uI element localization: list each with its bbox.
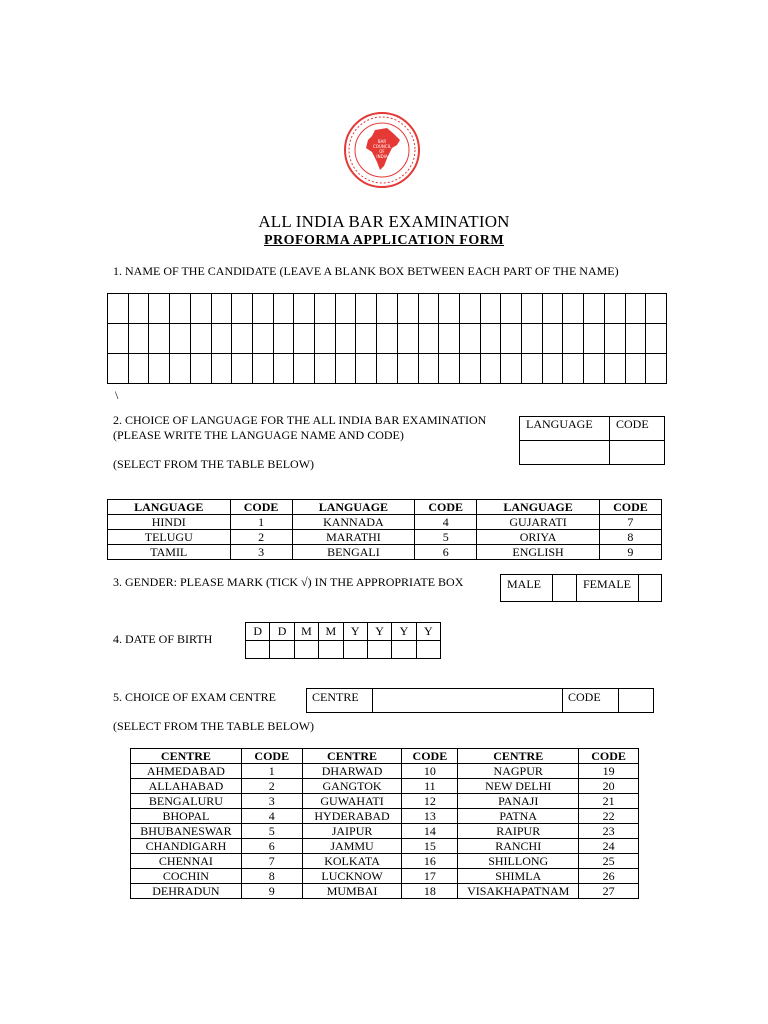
centre-table-header: CODE — [241, 749, 302, 764]
language-table — [107, 499, 662, 560]
name-letter-box[interactable] — [190, 294, 211, 324]
q1-label: 1. NAME OF THE CANDIDATE (LEAVE A BLANK BOX BETWEEN EACH PART OF THE NAME) — [113, 264, 619, 278]
centre-table-cell: BHOPAL — [131, 809, 242, 824]
male-label: MALE — [501, 575, 553, 602]
name-letter-box[interactable] — [646, 324, 667, 354]
centre-table-cell: COCHIN — [131, 869, 242, 884]
centre-table-cell: JAMMU — [302, 839, 402, 854]
name-grid[interactable] — [107, 293, 667, 384]
centre-table-cell: JAIPUR — [302, 824, 402, 839]
language-table-cell: 4 — [415, 515, 477, 530]
name-letter-box[interactable] — [128, 354, 149, 384]
language-table-header: CODE — [230, 500, 292, 515]
centre-table-cell: 15 — [402, 839, 458, 854]
name-letter-box[interactable] — [252, 354, 273, 384]
language-table-row — [108, 545, 662, 560]
language-input[interactable] — [520, 441, 610, 465]
name-letter-box[interactable] — [315, 294, 336, 324]
name-letter-box[interactable] — [232, 354, 253, 384]
name-letter-box[interactable] — [397, 324, 418, 354]
name-grid-row — [108, 294, 667, 324]
name-letter-box[interactable] — [418, 354, 439, 384]
q2-label-line1: 2. CHOICE OF LANGUAGE FOR THE ALL INDIA BAR EXAMINATION — [113, 413, 487, 427]
name-letter-box[interactable] — [397, 294, 418, 324]
centre-table-cell: 12 — [402, 794, 458, 809]
centre-table-cell: HYDERABAD — [302, 809, 402, 824]
name-letter-box[interactable] — [542, 294, 563, 324]
centre-table-cell: PATNA — [458, 809, 579, 824]
language-table-header: CODE — [415, 500, 477, 515]
name-letter-box[interactable] — [625, 354, 646, 384]
centre-table-cell: 3 — [241, 794, 302, 809]
name-letter-box[interactable] — [377, 324, 398, 354]
name-letter-box[interactable] — [501, 354, 522, 384]
centre-table-cell: 1 — [241, 764, 302, 779]
centre-table-cell: 27 — [579, 884, 639, 899]
centre-table-cell: 18 — [402, 884, 458, 899]
gender-box — [500, 574, 662, 602]
centre-table-cell: RANCHI — [458, 839, 579, 854]
logo-text-4: INDIA — [376, 154, 388, 159]
name-letter-box[interactable] — [522, 324, 543, 354]
name-letter-box[interactable] — [211, 354, 232, 384]
language-code-box — [519, 416, 665, 465]
name-letter-box[interactable] — [439, 354, 460, 384]
centre-table-cell: RAIPUR — [458, 824, 579, 839]
language-table-cell: TELUGU — [108, 530, 231, 545]
centre-table-cell: 5 — [241, 824, 302, 839]
centre-table-cell: 7 — [241, 854, 302, 869]
dob-format-cell: D — [246, 623, 270, 641]
name-letter-box[interactable] — [418, 294, 439, 324]
language-table-cell: HINDI — [108, 515, 231, 530]
q5-label: 5. CHOICE OF EXAM CENTRE — [113, 690, 277, 704]
centre-table-cell: VISAKHAPATNAM — [458, 884, 579, 899]
name-letter-box[interactable] — [480, 354, 501, 384]
centre-table-cell: CHANDIGARH — [131, 839, 242, 854]
dob-input-cell[interactable] — [416, 641, 440, 659]
name-letter-box[interactable] — [542, 324, 563, 354]
name-letter-box[interactable] — [563, 324, 584, 354]
name-letter-box[interactable] — [211, 324, 232, 354]
name-letter-box[interactable] — [273, 324, 294, 354]
name-letter-box[interactable] — [315, 354, 336, 384]
name-letter-box[interactable] — [128, 324, 149, 354]
centre-table-header: CENTRE — [458, 749, 579, 764]
dob-input-cell[interactable] — [392, 641, 416, 659]
language-table-cell: ENGLISH — [477, 545, 600, 560]
name-letter-box[interactable] — [625, 294, 646, 324]
male-checkbox[interactable] — [553, 575, 577, 602]
female-checkbox[interactable] — [639, 575, 662, 602]
name-letter-box[interactable] — [149, 324, 170, 354]
centre-table-cell: 17 — [402, 869, 458, 884]
q2-select-note: (SELECT FROM THE TABLE BELOW) — [113, 457, 315, 471]
centre-table-header: CENTRE — [302, 749, 402, 764]
centre-table-cell: 6 — [241, 839, 302, 854]
centre-table-row — [131, 854, 639, 869]
centre-table-cell: SHIMLA — [458, 869, 579, 884]
dob-format-cell: M — [319, 623, 343, 641]
centre-table-cell: NAGPUR — [458, 764, 579, 779]
centre-table-header: CODE — [579, 749, 639, 764]
name-letter-box[interactable] — [356, 354, 377, 384]
name-letter-box[interactable] — [563, 354, 584, 384]
centre-table-cell: 19 — [579, 764, 639, 779]
language-table-cell: 5 — [415, 530, 477, 545]
centre-table-cell: 26 — [579, 869, 639, 884]
stray-mark: \ — [115, 388, 119, 402]
centre-table-cell: DEHRADUN — [131, 884, 242, 899]
name-letter-box[interactable] — [604, 294, 625, 324]
dob-grid — [245, 622, 441, 659]
centre-code-input[interactable] — [619, 689, 654, 713]
name-letter-box[interactable] — [542, 354, 563, 384]
language-code-input[interactable] — [610, 441, 665, 465]
language-table-row — [108, 530, 662, 545]
language-table-header: LANGUAGE — [292, 500, 415, 515]
name-letter-box[interactable] — [459, 294, 480, 324]
name-letter-box[interactable] — [273, 294, 294, 324]
centre-table-row — [131, 779, 639, 794]
centre-table-cell: 8 — [241, 869, 302, 884]
dob-format-cell: Y — [416, 623, 440, 641]
language-table-cell: MARATHI — [292, 530, 415, 545]
code-box-label-2: CODE — [563, 689, 619, 713]
name-letter-box[interactable] — [294, 354, 315, 384]
centre-table-cell: GANGTOK — [302, 779, 402, 794]
name-letter-box[interactable] — [522, 354, 543, 384]
language-table-cell: TAMIL — [108, 545, 231, 560]
centre-table-cell: 10 — [402, 764, 458, 779]
form-subtitle — [0, 233, 768, 249]
centre-table-row — [131, 884, 639, 899]
centre-table-cell: SHILLONG — [458, 854, 579, 869]
name-letter-box[interactable] — [108, 324, 129, 354]
centre-table-cell: MUMBAI — [302, 884, 402, 899]
name-letter-box[interactable] — [625, 324, 646, 354]
logo-text-2: COUNCIL — [372, 144, 392, 149]
centre-code-box — [306, 688, 654, 713]
name-letter-box[interactable] — [211, 294, 232, 324]
name-letter-box[interactable] — [335, 324, 356, 354]
language-table-cell: 6 — [415, 545, 477, 560]
form-subtitle-text: PROFORMA APPLICATION FORM — [263, 233, 505, 248]
centre-table-cell: AHMEDABAD — [131, 764, 242, 779]
name-letter-box[interactable] — [108, 354, 129, 384]
name-letter-box[interactable] — [335, 294, 356, 324]
name-letter-box[interactable] — [170, 294, 191, 324]
name-letter-box[interactable] — [501, 294, 522, 324]
language-table-cell: 2 — [230, 530, 292, 545]
name-letter-box[interactable] — [604, 324, 625, 354]
centre-table-cell: PANAJI — [458, 794, 579, 809]
dob-input-cell[interactable] — [367, 641, 391, 659]
name-letter-box[interactable] — [190, 324, 211, 354]
dob-format-cell: Y — [392, 623, 416, 641]
centre-table-cell: 2 — [241, 779, 302, 794]
page-title: ALL INDIA BAR EXAMINATION — [258, 212, 510, 231]
centre-table-header: CENTRE — [131, 749, 242, 764]
name-letter-box[interactable] — [397, 354, 418, 384]
centre-box-label: CENTRE — [307, 689, 373, 713]
name-letter-box[interactable] — [252, 324, 273, 354]
name-letter-box[interactable] — [273, 354, 294, 384]
logo-text-3: OF — [379, 149, 385, 154]
dob-format-cell: M — [294, 623, 318, 641]
language-table-cell: GUJARATI — [477, 515, 600, 530]
language-table-cell: 8 — [599, 530, 661, 545]
centre-table-row — [131, 839, 639, 854]
name-letter-box[interactable] — [501, 324, 522, 354]
centre-input[interactable] — [373, 689, 563, 713]
language-table-row — [108, 515, 662, 530]
centre-table-cell: LUCKNOW — [302, 869, 402, 884]
name-letter-box[interactable] — [439, 294, 460, 324]
centre-table-cell: 16 — [402, 854, 458, 869]
dob-input-cell[interactable] — [270, 641, 294, 659]
name-letter-box[interactable] — [252, 294, 273, 324]
centre-table-cell: 21 — [579, 794, 639, 809]
name-letter-box[interactable] — [584, 294, 605, 324]
name-letter-box[interactable] — [604, 354, 625, 384]
centre-table-cell: 20 — [579, 779, 639, 794]
dob-format-cell: Y — [343, 623, 367, 641]
name-letter-box[interactable] — [563, 294, 584, 324]
name-letter-box[interactable] — [356, 294, 377, 324]
name-letter-box[interactable] — [584, 354, 605, 384]
centre-table-row — [131, 794, 639, 809]
q5-select-note: (SELECT FROM THE TABLE BELOW) — [113, 719, 315, 733]
name-letter-box[interactable] — [377, 354, 398, 384]
language-table-header: LANGUAGE — [108, 500, 231, 515]
language-box-label: LANGUAGE — [520, 417, 610, 441]
centre-table-header: CODE — [402, 749, 458, 764]
centre-table-cell: GUWAHATI — [302, 794, 402, 809]
centre-table-cell: 13 — [402, 809, 458, 824]
name-letter-box[interactable] — [170, 354, 191, 384]
centre-table-row — [131, 809, 639, 824]
centre-table-cell: 23 — [579, 824, 639, 839]
name-letter-box[interactable] — [294, 294, 315, 324]
centre-table-row — [131, 869, 639, 884]
language-table-cell: 9 — [599, 545, 661, 560]
dob-input-cell[interactable] — [294, 641, 318, 659]
q3-label: 3. GENDER: PLEASE MARK (TICK √) IN THE APPROPRIATE BOX — [113, 575, 464, 589]
language-table-header: LANGUAGE — [477, 500, 600, 515]
centre-table-row — [131, 824, 639, 839]
centre-table-cell: DHARWAD — [302, 764, 402, 779]
centre-table-cell: 25 — [579, 854, 639, 869]
centre-table-cell: ALLAHABAD — [131, 779, 242, 794]
language-table-cell: BENGALI — [292, 545, 415, 560]
code-box-label: CODE — [610, 417, 665, 441]
name-letter-box[interactable] — [315, 324, 336, 354]
language-table-header: CODE — [599, 500, 661, 515]
name-letter-box[interactable] — [149, 354, 170, 384]
centre-table-cell: NEW DELHI — [458, 779, 579, 794]
logo-text-1: BAR — [377, 139, 387, 144]
name-letter-box[interactable] — [128, 294, 149, 324]
q2-label-line2: (PLEASE WRITE THE LANGUAGE NAME AND CODE) — [113, 428, 404, 442]
name-letter-box[interactable] — [480, 324, 501, 354]
language-table-cell: ORIYA — [477, 530, 600, 545]
q4-label: 4. DATE OF BIRTH — [113, 632, 213, 646]
dob-input-cell[interactable] — [246, 641, 270, 659]
language-table-cell: 7 — [599, 515, 661, 530]
name-grid-row — [108, 324, 667, 354]
centre-table-cell: 14 — [402, 824, 458, 839]
centre-table — [130, 748, 639, 899]
bar-council-logo-icon — [342, 110, 422, 190]
name-letter-box[interactable] — [459, 354, 480, 384]
centre-table-cell: KOLKATA — [302, 854, 402, 869]
centre-table-cell: 4 — [241, 809, 302, 824]
centre-table-cell: BENGALURU — [131, 794, 242, 809]
language-table-cell: KANNADA — [292, 515, 415, 530]
language-table-cell: 3 — [230, 545, 292, 560]
name-letter-box[interactable] — [584, 324, 605, 354]
language-table-cell: 1 — [230, 515, 292, 530]
dob-input-cell[interactable] — [343, 641, 367, 659]
name-letter-box[interactable] — [480, 294, 501, 324]
name-letter-box[interactable] — [108, 294, 129, 324]
female-label: FEMALE — [577, 575, 639, 602]
name-letter-box[interactable] — [149, 294, 170, 324]
centre-table-cell: 9 — [241, 884, 302, 899]
centre-table-cell: 22 — [579, 809, 639, 824]
name-letter-box[interactable] — [459, 324, 480, 354]
name-letter-box[interactable] — [335, 354, 356, 384]
name-letter-box[interactable] — [377, 294, 398, 324]
centre-table-cell: BHUBANESWAR — [131, 824, 242, 839]
dob-input-cell[interactable] — [319, 641, 343, 659]
name-letter-box[interactable] — [646, 294, 667, 324]
centre-table-cell: CHENNAI — [131, 854, 242, 869]
name-letter-box[interactable] — [418, 324, 439, 354]
name-letter-box[interactable] — [294, 324, 315, 354]
centre-table-cell: 11 — [402, 779, 458, 794]
name-letter-box[interactable] — [232, 324, 253, 354]
centre-table-row — [131, 764, 639, 779]
dob-format-cell: Y — [367, 623, 391, 641]
centre-table-cell: 24 — [579, 839, 639, 854]
name-letter-box[interactable] — [356, 324, 377, 354]
name-letter-box[interactable] — [232, 294, 253, 324]
name-grid-row — [108, 354, 667, 384]
dob-format-cell: D — [270, 623, 294, 641]
name-letter-box[interactable] — [170, 324, 191, 354]
name-letter-box[interactable] — [439, 324, 460, 354]
name-letter-box[interactable] — [522, 294, 543, 324]
name-letter-box[interactable] — [646, 354, 667, 384]
name-letter-box[interactable] — [190, 354, 211, 384]
